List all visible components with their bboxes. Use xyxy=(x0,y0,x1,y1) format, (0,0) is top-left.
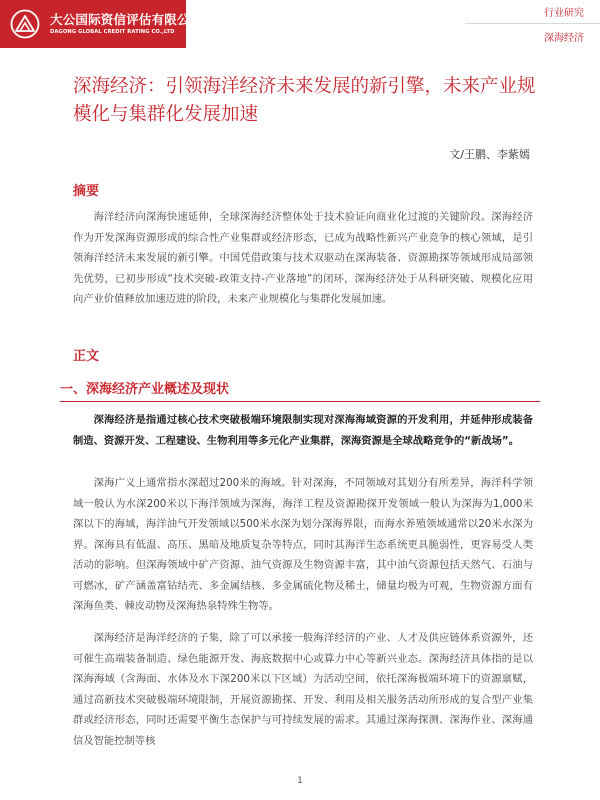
section-divider xyxy=(60,401,540,402)
report-category: 行业研究 xyxy=(544,8,584,19)
report-title: 深海经济：引领海洋经济未来发展的新引擎，未来产业规模化与集群化发展加速 xyxy=(73,76,536,125)
header-divider xyxy=(465,23,600,24)
page-header xyxy=(0,0,600,48)
body-paragraph: 深海经济是海洋经济的子集，除了可以承接一般海洋经济的产业、人才及供应链体系资源外，还可催生高端装备制造、绿色能源开发、海底数据中心或算力中心等新兴业态。深海经济具体指的是以深海海域（含海面、水体及水下深200米以下区域）为活动空间，依托深海极端环境下的资源禀赋，通过高新技术突破极端环境限制，开展资源勘探、开发、利用及相关服务活动所形成的复合型产业集群或经济形态，同时还需要平衡生态保护与可持续发展的需求。其通过深海探测、深海作业、深海通信及智能控制等核 xyxy=(73,632,533,747)
report-topic: 深海经济 xyxy=(544,33,584,44)
company-name-cn: 大公国际资信评估有限公司 xyxy=(50,12,203,27)
abstract-text: 海洋经济向深海快速延伸，全球深海经济整体处于技术验证向商业化过渡的关键阶段。深海经济作为开发深海资源形成的综合性产业集群或经济形态，已成为战略性新兴产业竞争的核心领域，是引领海洋经济未来发展的新引擎。中国凭借政策与技术双驱动在深海装备、资源勘探等领域形成局部领先优势，已初步形成“技术突破-政策支持-产业落地”的闭环，深海经济处于从科研突破、规模化应用向产业价值释放加速迈进的阶段，未来产业规模化与集群化发展加速。 xyxy=(73,211,533,305)
author-line: 文/王鹏、李紫嫣 xyxy=(449,148,530,161)
abstract-heading: 摘要 xyxy=(73,184,100,199)
main-heading: 正文 xyxy=(73,349,100,364)
body-paragraph: 深海广义上通常指水深超过200米的海域。针对深海，不同领域对其划分有所差异，海洋科学领域一般认为水深200米以下海洋领域为深海，海洋工程及资源勘探开发领域一般认为深海为1,000米深以下的海域，海洋油气开发领域以500米水深为划分深海界限，而海水养殖领域通常以20米水深为界。深海具有低温、高压、黑暗及地质复杂等特点，同时其海洋生态系统更具脆弱性，更容易受人类活动的影响。但深海领域中矿产资源、油气资源及生物资源丰富，其中油气资源包括天然气、石油与可燃冰，矿产涵盖富钴结壳、多金属结核、多金属硫化物及稀土，储量均极为可观，生物资源方面有深海鱼类、棘皮动物及深海热泉特殊生物等。 xyxy=(73,477,533,612)
section-heading: 一、深海经济产业概述及现状 xyxy=(60,382,230,397)
lead-paragraph: 深海经济是指通过核心技术突破极端环境限制实现对深海海域资源的开发利用，并延伸形成装备制造、资源开发、工程建设、生物利用等多元化产业集群，深海资源是全球战略竞争的“新战场”。 xyxy=(73,414,533,447)
company-name-en: DAGONG GLOBAL CREDIT RATING CO.,LTD xyxy=(50,29,175,35)
dagong-logo-icon xyxy=(10,9,40,39)
company-logo xyxy=(0,0,203,48)
page-number: 1 xyxy=(297,776,303,786)
